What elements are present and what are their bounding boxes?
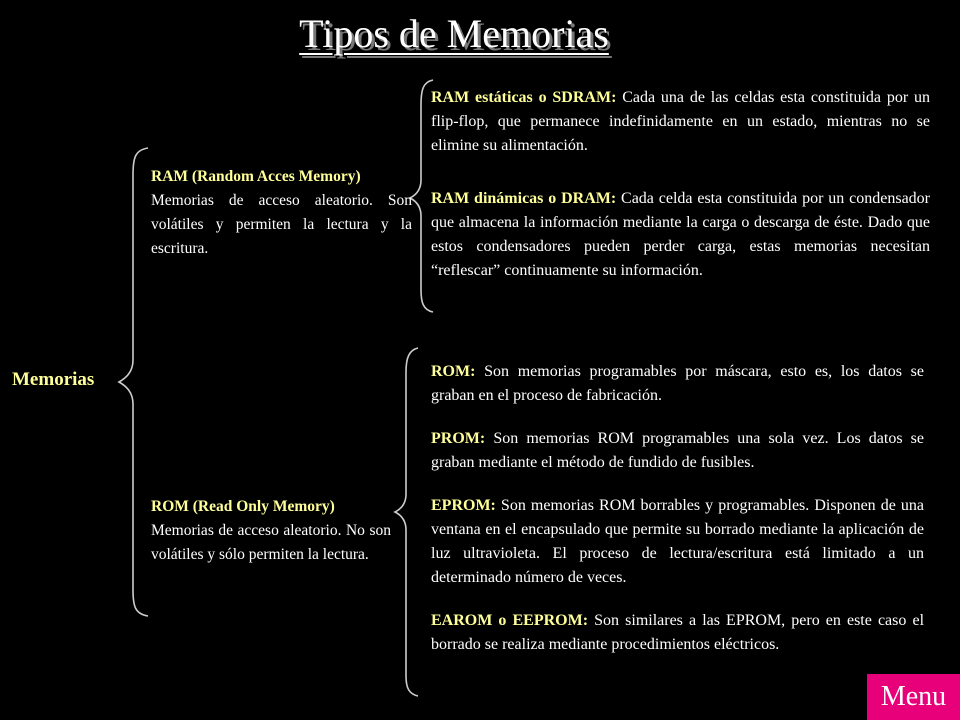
rom-type-text: Son memorias programables por máscara, esto es, los datos se graban en el proceso de fabricación. [431,363,924,404]
sdram-name: RAM estáticas o SDRAM: [431,89,617,106]
ram-node [151,165,412,261]
page-title: Tipos de Memorias [299,11,609,56]
ram-brace [410,80,433,312]
eeprom-text: Son similares a las EPROM, pero en este caso el borrado se realiza mediante procedimientos eléctricos. [431,612,925,653]
sdram-text: Cada una de las celdas esta constituida por un flip-flop, que permanece indefinidamente en un estado, mientras no se elimine su alimentación. [431,89,930,154]
rom-description: Memorias de acceso aleatorio. No son volátiles y sólo permiten la lectura. [151,522,391,563]
eeprom-item [431,609,924,657]
rom-heading: ROM (Read Only Memory) [151,498,335,515]
eeprom-name: EAROM o EEPROM: [431,612,589,629]
root-label: Memorias [12,369,95,390]
ram-heading: RAM (Random Acces Memory) [151,168,361,185]
menu-button[interactable]: Menu [867,674,960,720]
dram-text: Cada celda esta constituida por un condensador que almacena la información mediante la carga o descarga de éste. Dado que estos condensadores pueden perder carga, estas memorias necesitan “reflescar” continuamente su información. [431,190,930,279]
dram-name: RAM dinámicas o DRAM: [431,190,617,207]
rom-type-name: ROM: [431,363,476,380]
rom-node [151,495,391,567]
prom-item [431,427,924,475]
ram-description: Memorias de acceso aleatorio. Son volátiles y permiten la lectura y la escritura. [151,192,412,257]
rom-type-item [431,360,924,408]
sdram-item [431,86,930,158]
eprom-text: Son memorias ROM borrables y programables. Disponen de una ventana en el encapsulado que permite su borrado mediante la aplicación de luz ultravioleta. El proceso de lectura/escritura está limitado a un determinado número de veces. [431,497,924,586]
main-brace [119,148,148,616]
eprom-item [431,494,924,590]
dram-item [431,187,930,283]
rom-brace [395,348,418,696]
prom-text: Son memorias ROM programables una sola vez. Los datos se graban mediante el método de fundido de fusibles. [431,430,924,471]
prom-name: PROM: [431,430,486,447]
eprom-name: EPROM: [431,497,496,514]
